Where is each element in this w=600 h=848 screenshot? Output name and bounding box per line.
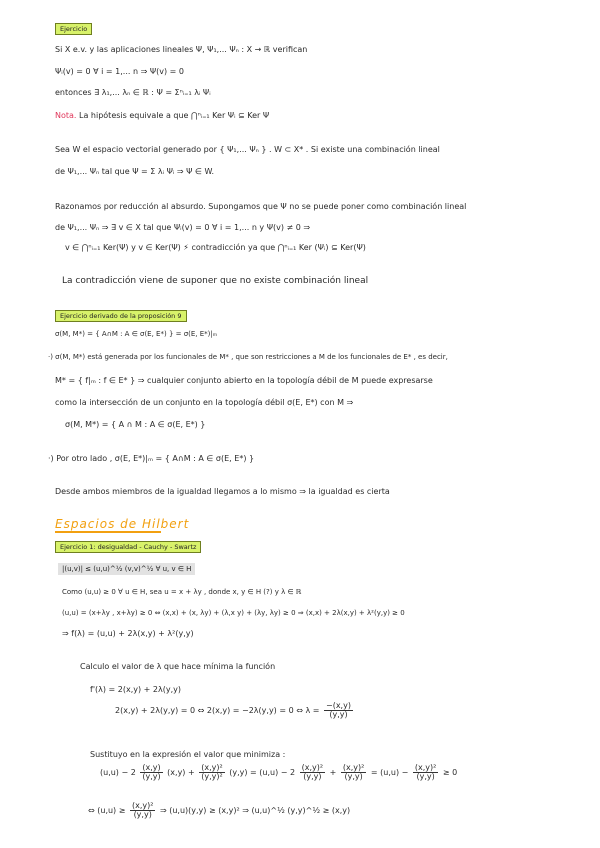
text-line: f'(λ) = 2(x,y) + 2λ(y,y) [90,685,181,694]
cauchy-schwarz-statement: |(u,v)| ≤ (u,u)^½ (v,v)^½ ∀ u, v ∈ H [58,563,195,575]
text-line: La contradicción viene de suponer que no existe combinación lineal [62,276,369,286]
text-line: como la intersección de un conjunto en la topología débil σ(E, E*) con M ⇒ [55,398,354,407]
exercise-cs-box: Ejercicio 1: desigualdad - Cauchy - Swartz [55,541,201,553]
note-line [55,112,269,120]
text-line: Calculo el valor de λ que hace mínima la función [80,662,276,671]
text-line: de Ψ₁,... Ψₙ tal que Ψ = Σ λᵢ Ψᵢ ⇒ Ψ ∈ W. [55,167,214,176]
note-text: La hipótesis equivale a que ⋂ⁿᵢ₌₁ Ker Ψᵢ ⊆ Ker Ψ [76,111,270,120]
equation-line: ⇔ (u,u) ≥ $\frac{\text{(x,y)²}}{(y,y)}$ ⇒ (u,u)(y,y) ≥ (x,y)² ⇒ (u,u)^½ (y,y)^½ ≥ (x,y) [88,801,351,819]
equation-line [115,702,355,719]
text-line: Desde ambos miembros de la igualdad llegamos a lo mismo ⇒ la igualdad es cierta [55,487,390,496]
text-line: ·) σ(M, M*) está generada por los funcionales de M* , que son restricciones a M de los funcionales de E* , es decir, [48,353,448,361]
text-line: Sustituyo en la expresión el valor que minimiza : [90,750,286,759]
text-line: v ∈ ⋂ⁿᵢ₌₁ Ker(Ψ) y v ∈ Ker(Ψ) ⚡ contradicción ya que ⋂ⁿᵢ₌₁ Ker (Ψᵢ) ⊆ Ker(Ψ) [65,243,366,252]
text-line: ·) Por otro lado , σ(E, E*)|ₘ = { A∩M : A ∈ σ(E, E*) } [48,454,255,463]
text-line: Razonamos por reducción al absurdo. Supongamos que Ψ no se puede poner como combinación lineal [55,202,467,211]
equation-line: (u,u) − 2 $\frac{(x,y)}{(y,y)}$ (x,y) + $\frac{\text{(x,y)²}}{\text{(y,y)²}}$ (y,y) = (u,u) − 2 $\frac{\text{(x,y)²}}{(y,y)}$ + $\frac{\text{(x,y)²}}{(y,y)}$ = (u,u) − $\frac{\text{(x,y)²}}{(y,y)}$ ≥ 0 [100,763,458,781]
text-line: M* = { f|ₘ : f ∈ E* } ⇒ cualquier conjunto abierto en la topología débil de M puede expresarse [55,376,433,385]
text-line: Sea W el espacio vectorial generado por { Ψ₁,... Ψₙ } . W ⊂ X* . Si existe una combinación lineal [55,145,440,154]
text-line: Ψᵢ(v) = 0 ∀ i = 1,... n ⇒ Ψ(v) = 0 [55,67,184,76]
exercise-label-box: Ejercicio [55,23,92,35]
text-line: Como (u,u) ≥ 0 ∀ u ∈ H, sea u = x + λy , donde x, y ∈ H (?) y λ ∈ ℝ [62,588,302,596]
text-line: de Ψ₁,... Ψₙ ⇒ ∃ v ∈ X tal que Ψᵢ(v) = 0 ∀ i = 1,... n y Ψ(v) ≠ 0 ⇒ [55,223,311,232]
text-line: (u,u) = (x+λy , x+λy) ≥ 0 ⇔ (x,x) + (x, λy) + (λ,x y) + (λy, λy) ≥ 0 ⇒ (x,x) + 2λ(x,y) + λ²(y,y) ≥ 0 [62,609,405,617]
text-line: Si X e.v. y las aplicaciones lineales Ψ, Ψ₁,... Ψₙ : X → ℝ verifican [55,45,308,54]
text-line: σ(M, M*) = { A ∩ M : A ∈ σ(E, E*) } [65,420,206,429]
title-underline [55,531,161,533]
note-label: Nota. [55,111,77,120]
fraction: $\frac{-(x,y)}{(y,y)}$ [326,701,351,719]
equation-part: 2(x,y) + 2λ(y,y) = 0 ⇔ 2(x,y) = −2λ(y,y) = 0 ⇔ λ = [115,706,320,715]
exercise-derived-box: Ejercicio derivado de la proposición 9 [55,310,187,322]
text-line: entonces ∃ λ₁,... λₙ ∈ ℝ : Ψ = Σⁿᵢ₌₁ λᵢ Ψᵢ [55,88,211,97]
text-line: ⇒ f(λ) = (u,u) + 2λ(x,y) + λ²(y,y) [62,629,194,638]
section-title: Espacios de Hilbert [55,517,190,531]
text-line: σ(M, M*) = { A∩M : A ∈ σ(E, E*) } = σ(E, E*)|ₘ [55,330,218,338]
